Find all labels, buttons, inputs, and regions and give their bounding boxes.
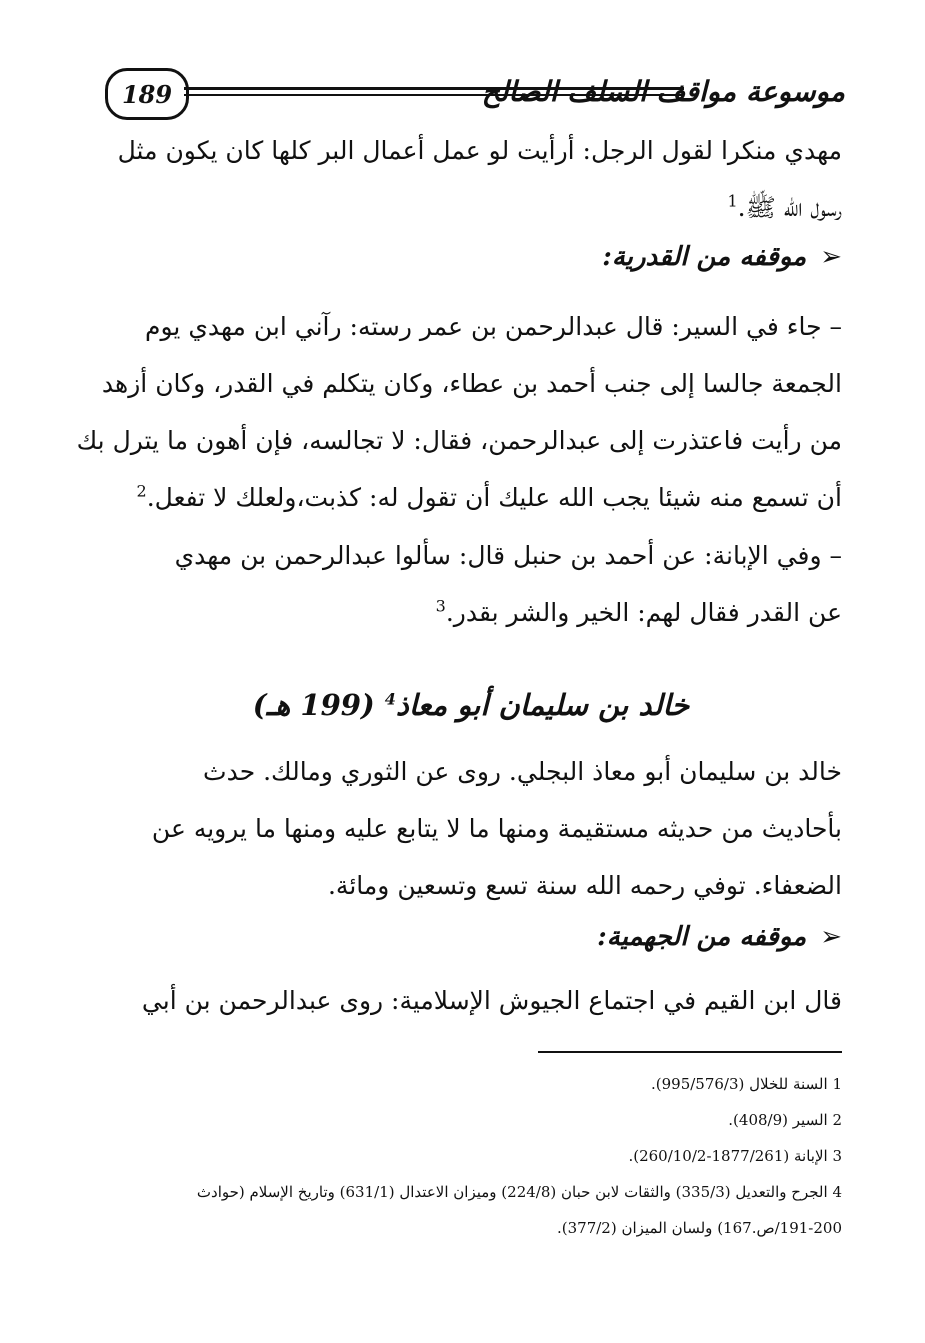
text-line: – وفي الإبانة: عن أحمد بن حنبل قال: سألوا عبدالرحمن بن مهدي — [174, 541, 842, 570]
text-span: عن القدر فقال لهم: الخير والشر بقدر. — [445, 598, 842, 627]
biography-title — [100, 688, 842, 722]
heading-jahmiyya — [597, 922, 842, 952]
bio-name: خالد بن سليمان أبو معاذ — [395, 688, 690, 722]
heading-text: موقفه من الجهمية: — [597, 922, 807, 952]
footnote-ref: 1 — [727, 191, 738, 211]
text-span: أن تسمع منه شيئا يجب الله عليك أن تقول له: كذبت،ولعلك لا تفعل. — [146, 483, 842, 512]
paragraph-intro — [100, 122, 842, 236]
text-line: قال ابن القيم في اجتماع الجيوش الإسلامية: روى عبدالرحمن بن أبي — [141, 986, 842, 1015]
text-line — [100, 179, 842, 236]
text-line — [100, 469, 842, 526]
footnote-ref: 2 — [136, 481, 147, 501]
text-line: خالد بن سليمان أبو معاذ البجلي. روى عن الثوري ومالك. حدث — [203, 757, 842, 786]
page-number-badge — [105, 68, 189, 120]
footnote-ref: 3 — [435, 596, 446, 616]
footnote: 1 السنة للخلال (995/576/3). — [650, 1075, 842, 1093]
text-span: رسول الله ﷺ. — [737, 193, 842, 222]
footnote: 3 الإبانة (1877/261-260/10/2). — [628, 1147, 842, 1165]
paragraph-ibana — [100, 527, 842, 641]
footnote: 191-200/ص.167) ولسان الميزان (377/2). — [557, 1219, 842, 1237]
text-line: – جاء في السير: قال عبدالرحمن بن عمر رسته: رآني ابن مهدي يوم — [145, 312, 842, 341]
footnote: 4 الجرح والتعديل (335/3) والثقات لابن حبان (224/8) وميزان الاعتدال (631/1) وتاريخ الإسلام (حوادث — [196, 1183, 842, 1201]
text-line: بأحاديث من حديثه مستقيمة ومنها ما لا يتابع عليه ومنها ما يرويه عن — [151, 814, 842, 843]
footnote: 2 السير (408/9). — [728, 1111, 842, 1129]
book-title: موسوعة مواقف السلف الصالح — [481, 75, 845, 108]
text-line: الجمعة جالسا إلى جنب أحمد بن عطاء، وكان يتكلم في القدر، وكان أزهد — [101, 369, 842, 398]
text-line: الضعفاء. توفي رحمه الله سنة تسع وتسعين ومائة. — [327, 871, 842, 900]
footnote-ref: 4 — [384, 689, 396, 709]
footnote-separator — [538, 1051, 842, 1053]
arrow-bullet-icon: ➢ — [820, 242, 842, 272]
text-line: مهدي منكرا لقول الرجل: أرأيت لو عمل أعمال البر كلها كان يكون مثل — [117, 136, 842, 165]
page-number: 189 — [121, 79, 173, 109]
heading-qadariyya — [602, 242, 842, 272]
footnotes — [100, 1066, 842, 1246]
paragraph-siyar — [76, 298, 842, 526]
text-line: من رأيت فاعتذرت إلى عبدالرحمن، فقال: لا تجالسه، فإن أهون ما يترل بك — [76, 426, 842, 455]
arrow-bullet-icon: ➢ — [820, 922, 842, 952]
text-line — [100, 584, 842, 641]
bio-year: (199 هـ) — [252, 688, 375, 722]
page-header — [100, 62, 845, 124]
paragraph-ibn-qayyim — [100, 972, 842, 1029]
heading-text: موقفه من القدرية: — [602, 242, 807, 272]
paragraph-biography — [100, 743, 842, 914]
